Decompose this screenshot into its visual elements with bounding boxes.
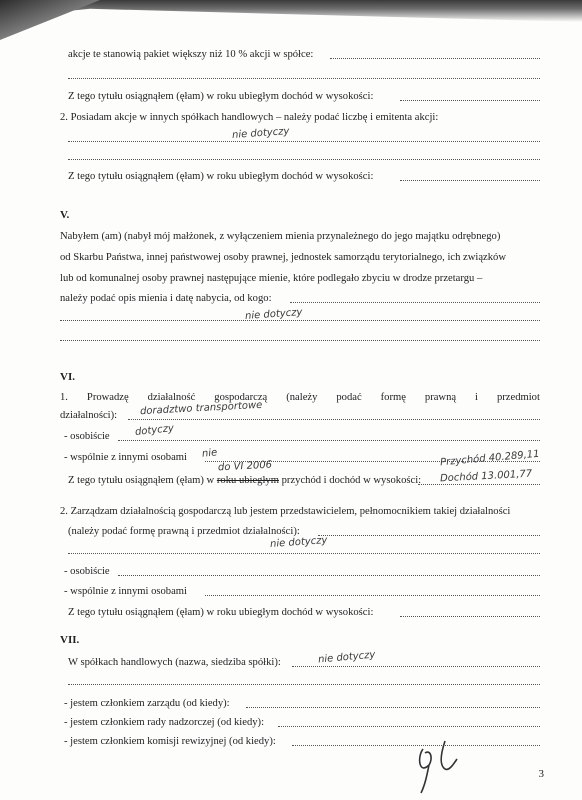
fill-line [68, 78, 540, 79]
signature [395, 735, 475, 795]
handwritten-note: nie dotyczy [244, 307, 303, 322]
text: przychód i dochód w wysokości: [278, 475, 422, 486]
word: podać [336, 392, 362, 403]
companies-line: W spółkach handlowych (nazwa, siedziba spółki): [68, 657, 281, 668]
fill-line [68, 141, 540, 142]
word: prawną [424, 392, 457, 403]
shares-line: akcje te stanowią pakiet większy niż 10 % akcji w spółce: [68, 49, 314, 60]
section-heading: VI. [60, 371, 75, 383]
income-line: Z tego tytułu osiągnąłem (ęłam) w roku ubiegłym dochód w wysokości: [68, 171, 374, 182]
handwritten-note: dotyczy [134, 422, 175, 439]
word: formę [380, 392, 406, 403]
fill-line [205, 595, 540, 596]
item-2-line: 2. Zarządzam działalnością gospodarczą lub jestem przedstawicielem, pełnomocnikiem takiej działalności [60, 506, 511, 517]
handwritten-date: do VI 2006 [217, 459, 273, 474]
page-number: 3 [538, 768, 544, 780]
fill-line [68, 553, 540, 554]
fill-line [418, 484, 540, 485]
fill-line [400, 616, 540, 617]
item-2-label: 2. Posiadam akcje w innych spółkach handlowych – należy podać liczbę i emitenta akcji: [60, 112, 439, 123]
word: gospodarczą [214, 392, 268, 403]
handwritten-note: nie dotyczy [231, 126, 290, 141]
supervisory-line: - jestem członkiem rady nadzorczej (od kiedy): [64, 717, 265, 728]
fill-line [292, 666, 540, 667]
income-line: Z tego tytułu osiągnąłem (ęłam) w roku ubiegłym dochód w wysokości: [68, 607, 374, 618]
income-line: Z tego tytułu osiągnąłem (ęłam) w roku ubiegłym dochód w wysokości: [68, 91, 374, 102]
fill-line [60, 340, 540, 341]
handwritten-revenue: Przychód 40.289,11 [439, 448, 540, 469]
section-heading: VII. [60, 634, 80, 646]
paragraph-line: od Skarbu Państwa, innej państwowej osoby prawnej, jednostek samorządu terytorialnego, ich związków [60, 252, 507, 263]
audit-line: - jestem członkiem komisji rewizyjnej (od kiedy): [64, 736, 276, 747]
fill-line [118, 575, 540, 576]
word: i [475, 392, 478, 403]
word: (należy [286, 392, 318, 403]
fill-line [318, 535, 540, 536]
fill-line [118, 440, 540, 441]
handwritten-note: doradztwo transportowe [139, 399, 263, 418]
fill-line [68, 159, 540, 160]
handwritten-note: nie dotyczy [269, 535, 328, 550]
fill-line [60, 320, 540, 321]
wspolnie-label: - wspólnie z innymi osobami [64, 586, 187, 597]
paragraph-line: należy podać opis mienia i datę nabycia, od kogo: [60, 293, 272, 304]
board-line: - jestem członkiem zarządu (od kiedy): [64, 698, 230, 709]
item-1-line [60, 391, 540, 404]
fill-line [330, 58, 540, 59]
item-2-line: (należy podać formę prawną i przedmiot działalności): [68, 526, 300, 537]
page-fold [0, 0, 100, 40]
fill-line [246, 707, 540, 708]
section-heading: V. [60, 209, 70, 221]
item-1-cont: działalności): [60, 410, 118, 421]
fill-line [128, 419, 540, 420]
struck-text: roku ubiegłym [216, 475, 279, 486]
wspolnie-label: - wspólnie z innymi osobami [64, 452, 187, 463]
word: przedmiot [496, 392, 540, 403]
word: Prowadzę [86, 392, 129, 403]
income-line [68, 474, 421, 487]
osobiscie-label: - osobiście [64, 431, 110, 442]
handwritten-income: Dochód 13.001,77 [439, 468, 533, 485]
fill-line [68, 684, 540, 685]
paragraph-line: Nabyłem (am) (nabył mój małżonek, z wyłączeniem mienia przynależnego do jego majątku odrębnego) [60, 231, 501, 242]
fill-line [278, 726, 540, 727]
fill-line [400, 180, 540, 181]
word: działalność [147, 392, 196, 403]
fill-line [400, 100, 540, 101]
fill-line [290, 302, 540, 303]
text: Z tego tytułu osiągnąłem (ęłam) w [68, 475, 217, 486]
paragraph-line: lub od komunalnej osoby prawnej następujące mienie, które podlegało zbyciu w drodze przetargu – [60, 273, 483, 284]
osobiscie-label: - osobiście [64, 566, 110, 577]
handwritten-note: nie dotyczy [317, 649, 376, 666]
word: 1. [60, 392, 68, 403]
handwritten-note: nie [201, 447, 218, 460]
